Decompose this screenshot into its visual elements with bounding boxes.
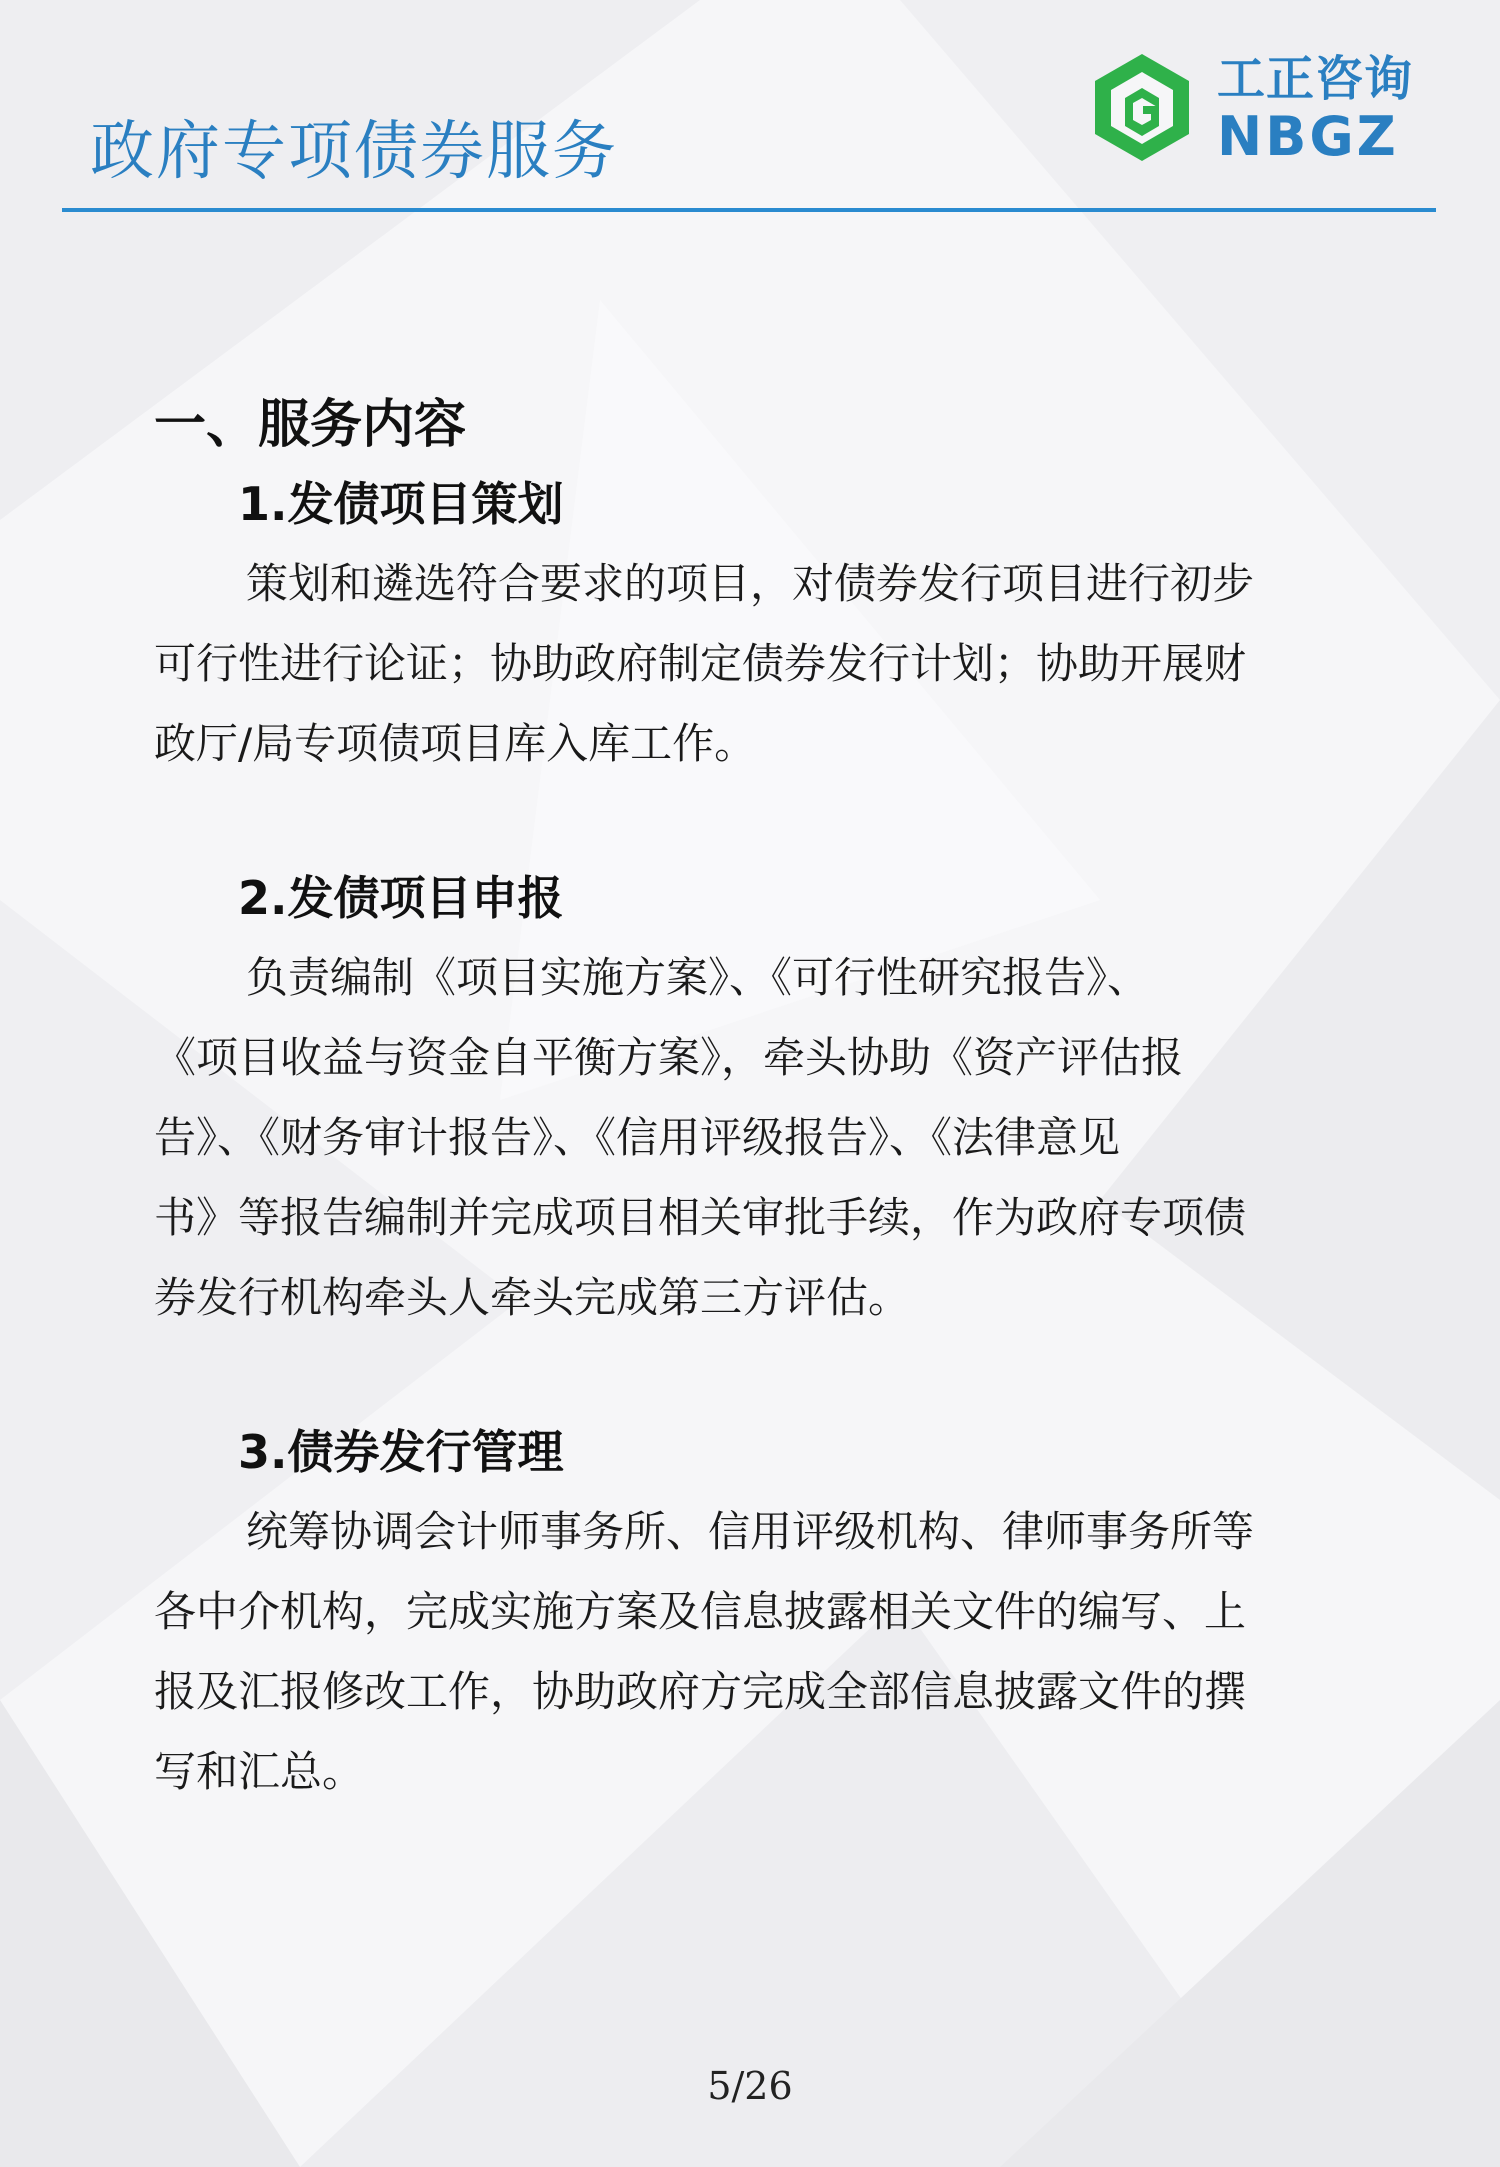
paragraph-line: 负责编制《项目实施方案》、《可行性研究报告》、 xyxy=(246,953,1150,1002)
company-logo xyxy=(1085,50,1440,168)
paragraph-line: 报及汇报修改工作，协助政府方完成全部信息披露文件的撰 xyxy=(154,1667,1247,1716)
subsection-paragraph xyxy=(154,544,1344,784)
section-heading: 一、服务内容 xyxy=(154,395,467,455)
paragraph-line: 统筹协调会计师事务所、信用评级机构、律师事务所等 xyxy=(246,1507,1255,1556)
service-section-issuance xyxy=(154,1420,1344,1812)
subsection-paragraph xyxy=(154,1492,1344,1812)
page-number: 5/26 xyxy=(707,2064,793,2108)
main-content xyxy=(154,390,1344,1894)
paragraph-line: 写和汇总。 xyxy=(154,1747,365,1796)
paragraph-line: 可行性进行论证；协助政府制定债券发行计划；协助开展财 xyxy=(154,639,1247,688)
paragraph-line: 各中介机构，完成实施方案及信息披露相关文件的编写、上 xyxy=(154,1587,1247,1636)
paragraph-line: 券发行机构牵头人牵头完成第三方评估。 xyxy=(154,1273,911,1322)
paragraph-line: 策划和遴选符合要求的项目，对债券发行项目进行初步 xyxy=(246,559,1255,608)
paragraph-line: 书》等报告编制并完成项目相关审批手续，作为政府专项债 xyxy=(154,1193,1247,1242)
header-divider xyxy=(62,208,1436,212)
logo-english-text: NBGZ xyxy=(1217,105,1399,168)
paragraph-line: 《项目收益与资金自平衡方案》，牵头协助《资产评估报 xyxy=(154,1033,1184,1082)
paragraph-line: 告》、《财务审计报告》、《信用评级报告》、《法律意见 xyxy=(154,1113,1121,1162)
paragraph-line: 政厅/局专项债项目库入库工作。 xyxy=(154,719,757,768)
subsection-title: 1.发债项目策划 xyxy=(238,477,564,531)
subsection-title: 3.债券发行管理 xyxy=(238,1425,564,1479)
subsection-title: 2.发债项目申报 xyxy=(238,871,564,925)
logo-chinese-text: 工正咨询 xyxy=(1217,51,1414,107)
subsection-paragraph xyxy=(154,938,1344,1338)
nbgz-logo-icon xyxy=(1085,50,1200,165)
service-section-application xyxy=(154,866,1344,1338)
page-title: 政府专项债券服务 xyxy=(90,115,618,189)
service-section-planning xyxy=(154,472,1344,784)
